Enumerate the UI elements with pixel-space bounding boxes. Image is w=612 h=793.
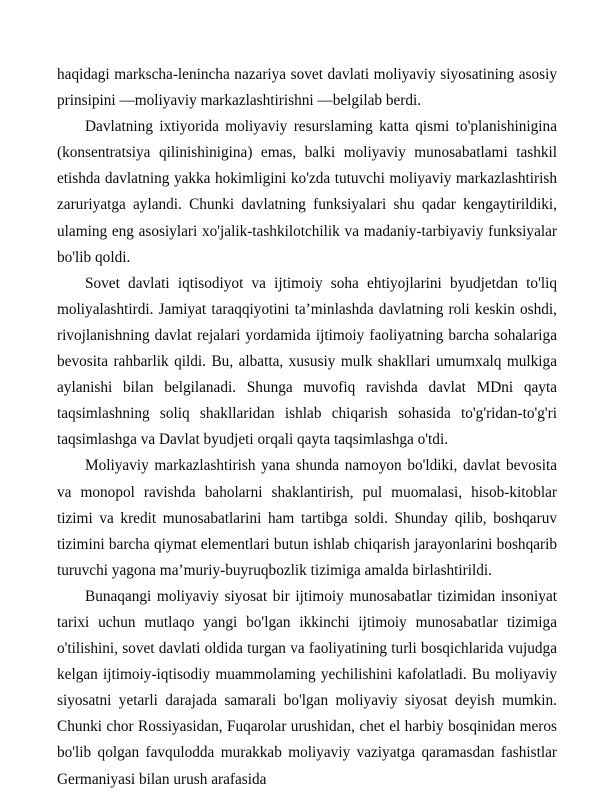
paragraph-3: Sovet davlati iqtisodiyot va ijtimoiy soha ehtiyojlarini byudjetdan to'liq moliyalashtirdi. Jamiyat taraqqiyotini ta’minlashda davlatning roli keskin oshdi, rivojlanishning davlat rejalari yordamida ijtimoiy faoliyatning barcha sohalariga bevosita rahbarlik qildi. Bu, albatta, xususiy mulk shakllari umumxalq mulkiga aylanishi bilan belgilanadi. Shunga muvofiq ravishda davlat MDni qayta taqsimlashning soliq shakllaridan ishlab chiqarish sohasida to'g'ridan-to'g'ri taqsimlashga va Davlat byudjeti orqali qayta taqsimlashga o'tdi. bbox=[57, 274, 557, 449]
paragraph-5: Bunaqangi moliyaviy siyosat bir ijtimoiy munosabatlar tizimidan insoniyat tarixi uchun mutlaqo yangi bo'lgan ikkinchi ijtimoiy munosabatlar tizimiga o'tilishini, sovet davlati oldida turgan va faoliyatining turli bosqichlarida vujudga kelgan ijtimoiy-iqtisodiy muammolaming yechilishini kafolatladi. Bu moliyaviy siyosatni yetarli darajada samarali bo'lgan moliyaviy siyosat deyish mumkin. Chunki chor Rossiyasidan, Fuqarolar urushidan, chet el harbiy bosqinidan meros bo'lib qolgan favqulodda murakkab moliyaviy vaziyatga qaramasdan fashistlar Germaniyasi bilan urush arafasida bbox=[57, 587, 557, 788]
paragraph-4: Moliyaviy markazlashtirish yana shunda namoyon bo'ldiki, davlat bevosita va monopol ravishda baholarni shaklantirish, pul muomalasi, hisob-kitoblar tizimi va kredit munosabatlarini ham tartibga soldi. Shunday qilib, boshqaruv tizimini barcha qiymat elementlari butun ishlab chiqarish jarayonlarini boshqarib turuvchi yagona ma’muriy-buyruqbozlik tizimiga amalda birlashtirildi. bbox=[57, 457, 557, 579]
document-text-column bbox=[57, 62, 557, 793]
paragraph-2: Davlatning ixtiyorida moliyaviy resurslaming katta qismi to'planishinigina (konsentratsiya qilinishinigina) emas, balki moliyaviy munosabatlami tashkil etishda davlatning yakka hokimligini ko'zda tutuvchi moliyaviy markazlashtirish zaruriyatga aylandi. Chunki davlatning funksiyalari shu qadar kengaytirildiki, ulaming eng asosiylari xo'jalik-tashkilotchilik va madaniy-tarbiyaviy funksiyalar bo'lib qoldi. bbox=[57, 118, 557, 266]
paragraph-1: haqidagi markscha-lenincha nazariya sovet davlati moliyaviy siyosatining asosiy prinsipini —moliyaviy markazlashtirishni —belgilab berdi. bbox=[57, 66, 557, 110]
